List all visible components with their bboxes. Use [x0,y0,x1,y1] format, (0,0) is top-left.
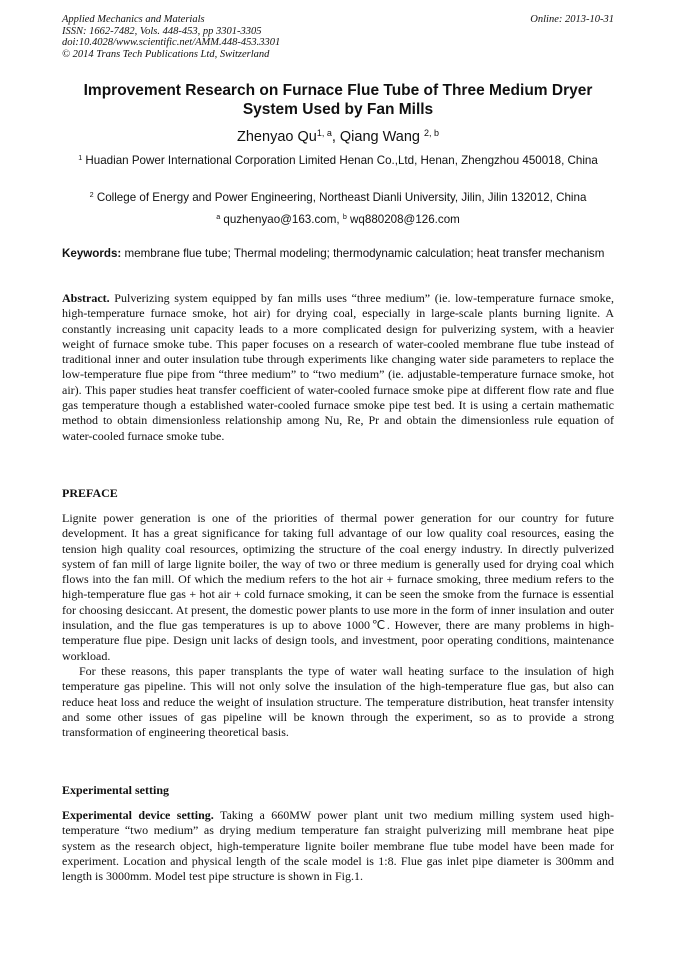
affiliation-1-text: Huadian Power International Corporation Limited Henan Co.,Ltd, Henan, Zhengzhou 450018, China [82,154,598,167]
paper-title: Improvement Research on Furnace Flue Tube of Three Medium Dryer System Used by Fan Mills [83,82,593,118]
abstract [62,291,614,444]
experimental-label: Experimental device setting. [62,808,214,822]
email-b-mark: b [342,212,347,222]
abstract-text: Pulverizing system equipped by fan mills uses “three medium” (ie. low-temperature furnace smoke, high-temperature furnace smoke, hot air) for drying coal, especially in large-scale plants burning lignite. A constantly increasing unit capacity leads to a more complicated design for pulverizing system, with a heavier weight of furnace smoke tube. This paper focuses on a research of water-cooled membrane flue tube instead of traditional inner and outer insulation tube through experiments like changing water side parameters to replace the low-temperature flue pipe from “three medium” to “two medium” (ie. adjustable-temperature furnace smoke, hot air). This paper studies heat transfer coefficient of water-cooled furnace smoke pipe at different flow rate and flue gas temperature though a established water-cooled furnace smoke pipe test bed. It is using a certain mathematic method to obtain dimensionless relationship among Nu, Re, Pr and obtain the dimensionless rule equation of water-cooled furnace smoke tube. [62,291,614,443]
copyright-line: © 2014 Trans Tech Publications Ltd, Switzerland [62,48,270,60]
email-b: wq880208@126.com [346,213,460,226]
preface-paragraph-1: Lignite power generation is one of the priorities of thermal power generation for our country for future development. It has a great significance for taking full advantage of our low quality coal resources, easing the tension high quality coal resources, optimizing the structure of the coal energy industry. In directly pulverized system of fan mill of large lignite boiler, the way of two or three medium is generally used for drying coal which flows into the fan mill. Of which the medium refers to the hot air + furnace smoking, three medium refers to the high-temperature flue gas + hot air + cold furnace smoking, it can be seen the smoke from the furnace is essential for choosing desiccant. At present, the domestic power plants to use more in the form of inner insulation and outer insulation, and the flue gas temperatures is up to above 1000℃. However, there are many problems in high-temperature flue pipe. Design unit lacks of design tools, and investment, poor operating conditions, maintenance workload. [62,511,614,663]
affiliation-2-mark: 2 [89,190,94,200]
email-a: quzhenyao@163.com, [220,213,343,226]
doi-line: doi:10.4028/www.scientific.net/AMM.448-453.3301 [62,37,281,49]
experimental-text: Taking a 660MW power plant unit two medium milling system used high-temperature “two medium” as drying medium temperature fan straight pulverizing mill membrane heat pipe system as the research object, high-temperature lignite boiler membrane flue tube model have been made for experiment. Location and physical length of the scale model is 1:8. Flue gas inlet pipe diameter is 300mm and length is 3000mm. Model test pipe structure is shown in Fig.1. [62,808,614,884]
keywords-label: Keywords: [62,247,122,260]
author-2: Qiang Wang [339,129,424,145]
journal-name: Applied Mechanics and Materials [62,14,205,25]
keywords [62,247,614,261]
author-2-sup: 2, b [423,128,439,139]
email-line [62,212,614,227]
affiliation-1 [62,153,614,168]
affiliation-1-mark: 1 [78,153,83,163]
author-line [62,128,614,146]
affiliation-2 [62,190,614,205]
keywords-text: membrane flue tube; Thermal modeling; thermodynamic calculation; heat transfer mechanism [121,247,605,260]
author-1: Zhenyao Qu [237,129,317,145]
online-date: Online: 2013-10-31 [530,14,614,25]
affiliation-2-text: College of Energy and Power Engineering, Northeast Dianli University, Jilin, Jilin 132012, China [93,191,587,204]
preface-heading: PREFACE [62,486,118,500]
author-1-sup: 1, a [316,128,332,139]
author-separator: , [331,129,340,145]
email-a-mark: a [216,212,221,222]
journal-header [62,14,614,60]
preface-section [62,511,614,740]
preface-paragraph-2: For these reasons, this paper transplants the type of water wall heating surface to the insulation of high temperature gas pipeline. This will not only solve the insulation of the high-temperature flue gas, but also can reduce heat loss and reduce the weight of insulation structure. The temperature distribution, heat transfer intensity and some other issues of gas pipeline will be known through the experiment, so as to provide a strong transformation of engineering theoretical basis. [62,663,614,740]
issn-line: ISSN: 1662-7482, Vols. 448-453, pp 3301-3305 [62,25,262,37]
experimental-paragraph [62,808,614,884]
header-row-1 [62,14,614,26]
experimental-heading: Experimental setting [62,783,169,797]
abstract-label: Abstract. [62,291,110,305]
